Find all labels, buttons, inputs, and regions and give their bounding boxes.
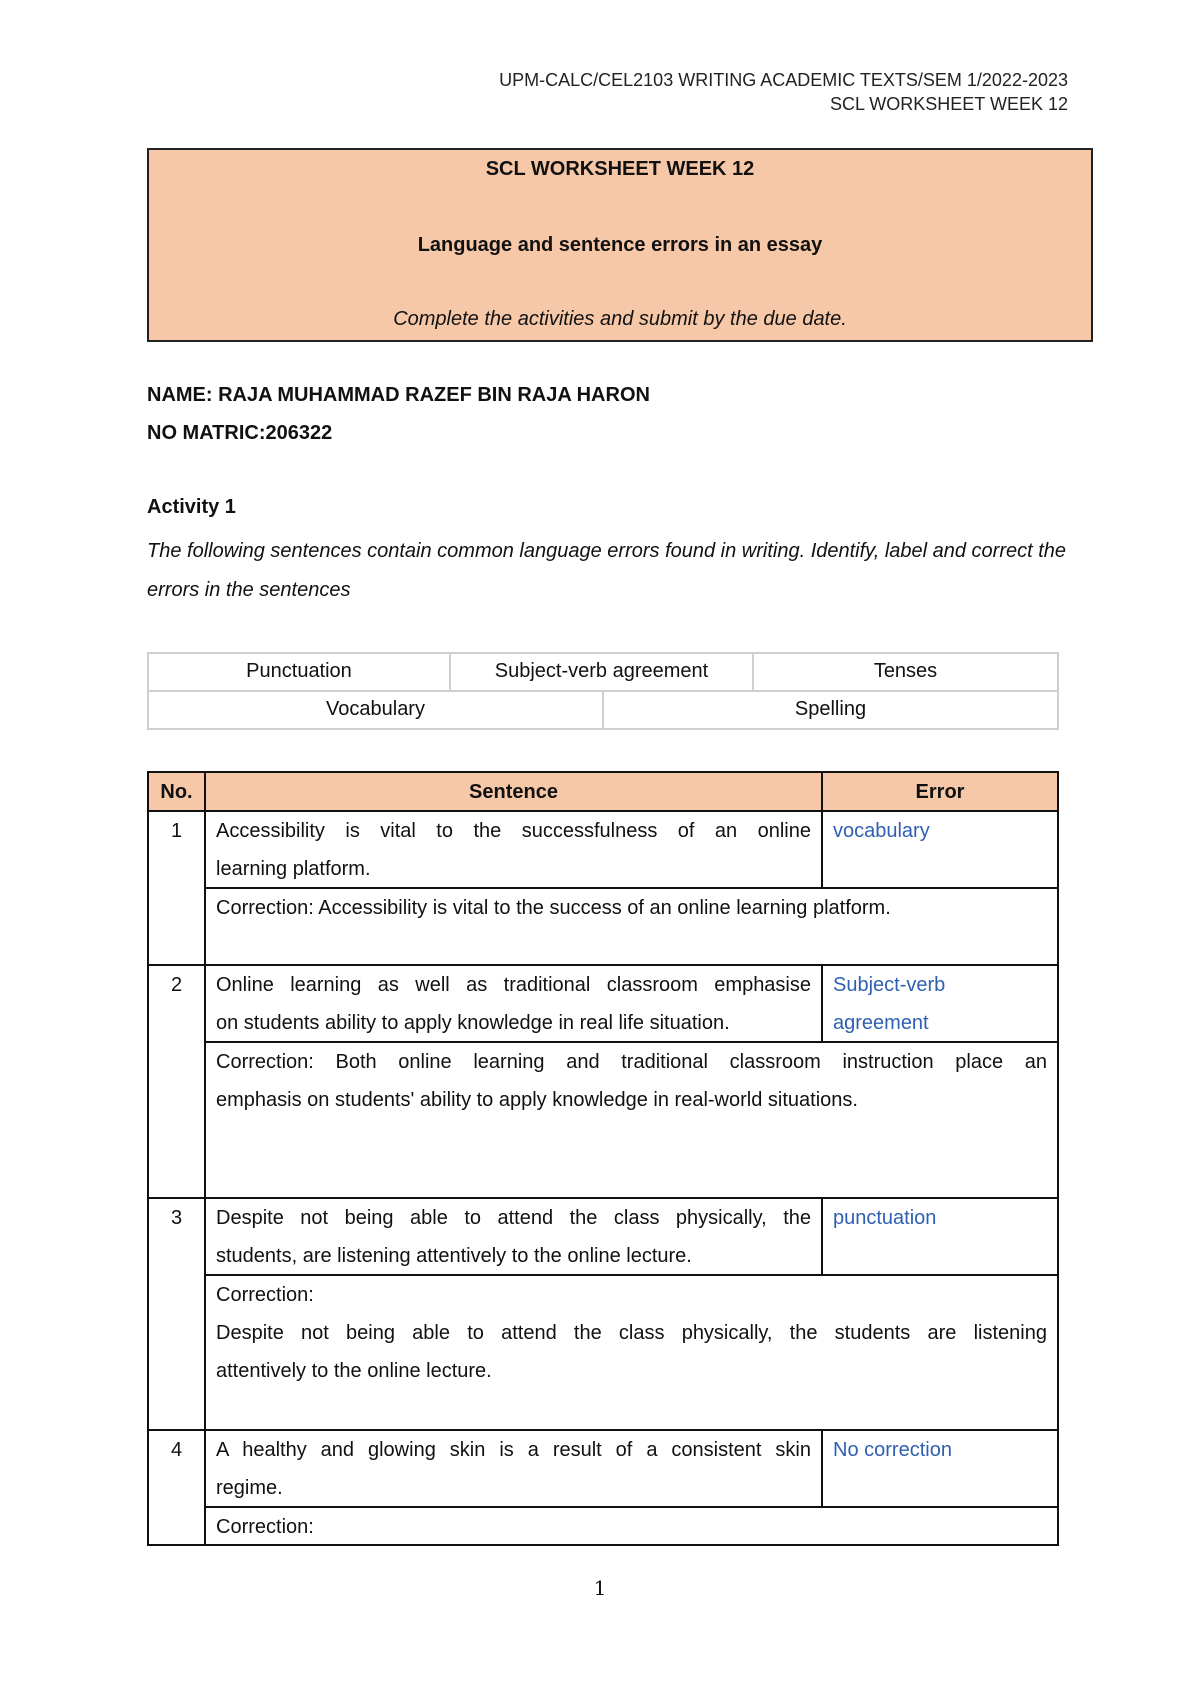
correction-line: Correction: (216, 1516, 314, 1538)
student-matric: NO MATRIC:206322 (147, 422, 333, 444)
category-subject-verb-agreement: Subject-verb agreement (449, 652, 754, 692)
sentence-line: Accessibility is vital to the successfulness of an online (216, 820, 811, 842)
category-tenses: Tenses (752, 652, 1059, 692)
banner-subtitle: Language and sentence errors in an essay (417, 234, 823, 256)
correction-line: Despite not being able to attend the class physically, the students are listening (216, 1322, 1047, 1344)
banner-instruction: Complete the activities and submit by the due date. (393, 308, 847, 330)
correction-line: Correction: Both online learning and traditional classroom instruction place an (216, 1051, 1047, 1073)
error-label: No correction (833, 1439, 952, 1461)
sentence-line: A healthy and glowing skin is a result of a consistent skin (216, 1439, 811, 1461)
correction-cell (204, 887, 1059, 966)
category-vocabulary: Vocabulary (147, 690, 604, 730)
table-header-error: Error (821, 771, 1059, 812)
error-label-cell (821, 1197, 1059, 1276)
error-label-cell (821, 810, 1059, 889)
table-header-no: No. (147, 771, 206, 812)
activity-title: Activity 1 (147, 496, 236, 518)
student-name: NAME: RAJA MUHAMMAD RAZEF BIN RAJA HARON (147, 384, 650, 406)
category-spelling: Spelling (602, 690, 1059, 730)
sentence-line: students, are listening attentively to the online lecture. (216, 1245, 692, 1267)
row-number: 1 (147, 810, 206, 966)
table-header-sentence: Sentence (204, 771, 823, 812)
category-punctuation: Punctuation (147, 652, 451, 692)
correction-cell (204, 1041, 1059, 1199)
error-label: vocabulary (833, 820, 930, 842)
correction-line: Correction: Accessibility is vital to the success of an online learning platform. (216, 897, 891, 919)
correction-cell (204, 1506, 1059, 1546)
sentence-line: on students ability to apply knowledge in real life situation. (216, 1012, 730, 1034)
page-number: 1 (593, 1576, 607, 1600)
error-label: Subject-verb (833, 974, 946, 996)
header-course-line: UPM-CALC/CEL2103 WRITING ACADEMIC TEXTS/SEM 1/2022-2023 (499, 70, 1068, 90)
banner-title: SCL WORKSHEET WEEK 12 (485, 158, 755, 180)
header-worksheet-line: SCL WORKSHEET WEEK 12 (829, 94, 1068, 114)
sentence-cell (204, 964, 823, 1043)
row-number: 4 (147, 1429, 206, 1546)
title-banner (147, 148, 1093, 342)
error-label-cell (821, 1429, 1059, 1508)
error-label-cell (821, 964, 1059, 1043)
error-label: agreement (833, 1012, 929, 1034)
sentence-line: learning platform. (216, 858, 371, 880)
document-header (499, 68, 1068, 116)
correction-line: attentively to the online lecture. (216, 1360, 492, 1382)
sentence-cell (204, 810, 823, 889)
sentence-cell (204, 1197, 823, 1276)
correction-cell (204, 1274, 1059, 1431)
activity-description: The following sentences contain common language errors found in writing. Identify, label and correct the errors in the sentences (147, 540, 1067, 601)
sentence-line: Online learning as well as traditional classroom emphasise (216, 974, 811, 996)
correction-line: emphasis on students' ability to apply knowledge in real-world situations. (216, 1089, 858, 1111)
error-label: punctuation (833, 1207, 937, 1229)
row-number: 3 (147, 1197, 206, 1431)
correction-line: Correction: (216, 1284, 314, 1306)
sentence-line: regime. (216, 1477, 283, 1499)
sentence-cell (204, 1429, 823, 1508)
row-number: 2 (147, 964, 206, 1199)
sentence-line: Despite not being able to attend the class physically, the (216, 1207, 811, 1229)
